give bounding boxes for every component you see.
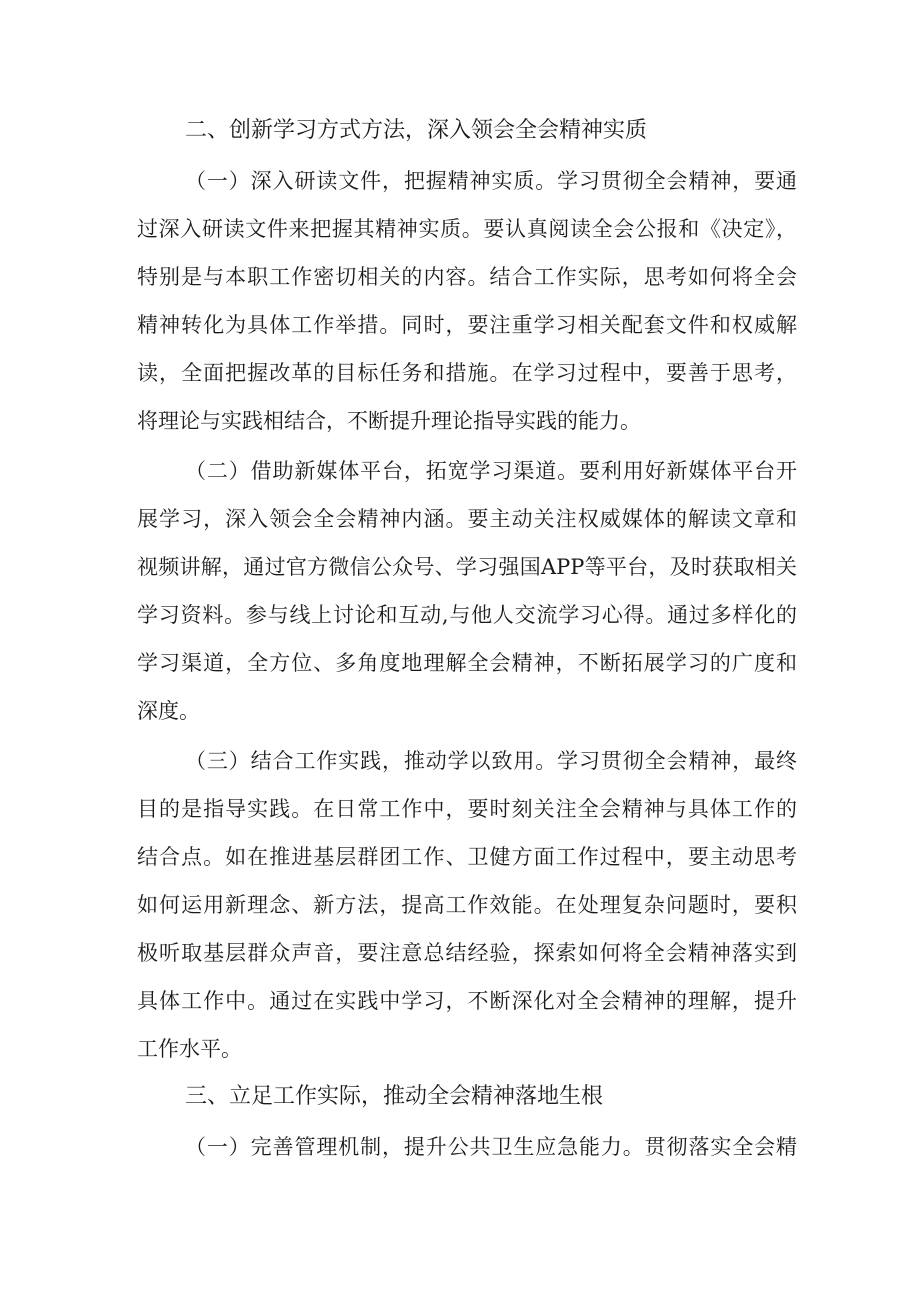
paragraph-line: 如何运用新理念、新方法，提高工作效能。在处理复杂问题时，要积 xyxy=(137,893,797,917)
paragraph-line: 视频讲解，通过官方微信公众号、学习强国APP等平台，及时获取相关 xyxy=(137,555,797,579)
paragraph-line: 工作水平。 xyxy=(137,1037,242,1061)
paragraph-line: 特别是与本职工作密切相关的内容。结合工作实际，思考如何将全会 xyxy=(137,265,797,289)
paragraph-line: 深度。 xyxy=(137,699,200,723)
paragraph-line: （一）深入研读文件，把握精神实质。学习贯彻全会精神，要通 xyxy=(185,169,797,193)
paragraph-line: 学习资料。参与线上讨论和互动,与他人交流学习心得。通过多样化的 xyxy=(137,603,797,627)
paragraph-line: 学习渠道，全方位、多角度地理解全会精神，不断拓展学习的广度和 xyxy=(137,651,797,675)
paragraph-line: 目的是指导实践。在日常工作中，要时刻关注全会精神与具体工作的 xyxy=(137,797,797,821)
paragraph-line: （三）结合工作实践，推动学以致用。学习贯彻全会精神，最终 xyxy=(185,749,797,773)
paragraph-line: 结合点。如在推进基层群团工作、卫健方面工作过程中，要主动思考 xyxy=(137,845,797,869)
paragraph-line: 过深入研读文件来把握其精神实质。要认真阅读全会公报和《决定》， xyxy=(137,217,797,241)
section-heading-three: 三、立足工作实际，推动全会精神落地生根 xyxy=(185,1084,604,1109)
paragraph-line: 将理论与实践相结合，不断提升理论指导实践的能力。 xyxy=(137,409,641,433)
paragraph-line: 精神转化为具体工作举措。同时，要注重学习相关配套文件和权威解 xyxy=(137,313,797,337)
paragraph-line: 展学习，深入领会全会精神内涵。要主动关注权威媒体的解读文章和 xyxy=(137,507,797,531)
section-heading-two: 二、创新学习方式方法，深入领会全会精神实质 xyxy=(185,118,648,143)
paragraph-line: 具体工作中。通过在实践中学习，不断深化对全会精神的理解，提升 xyxy=(137,989,797,1013)
paragraph-line: 读，全面把握改革的目标任务和措施。在学习过程中，要善于思考， xyxy=(137,361,797,385)
paragraph-line: （一）完善管理机制，提升公共卫生应急能力。贯彻落实全会精 xyxy=(185,1135,797,1159)
paragraph-line: （二）借助新媒体平台，拓宽学习渠道。要利用好新媒体平台开 xyxy=(185,459,797,483)
paragraph-line: 极听取基层群众声音，要注意总结经验，探索如何将全会精神落实到 xyxy=(137,941,797,965)
